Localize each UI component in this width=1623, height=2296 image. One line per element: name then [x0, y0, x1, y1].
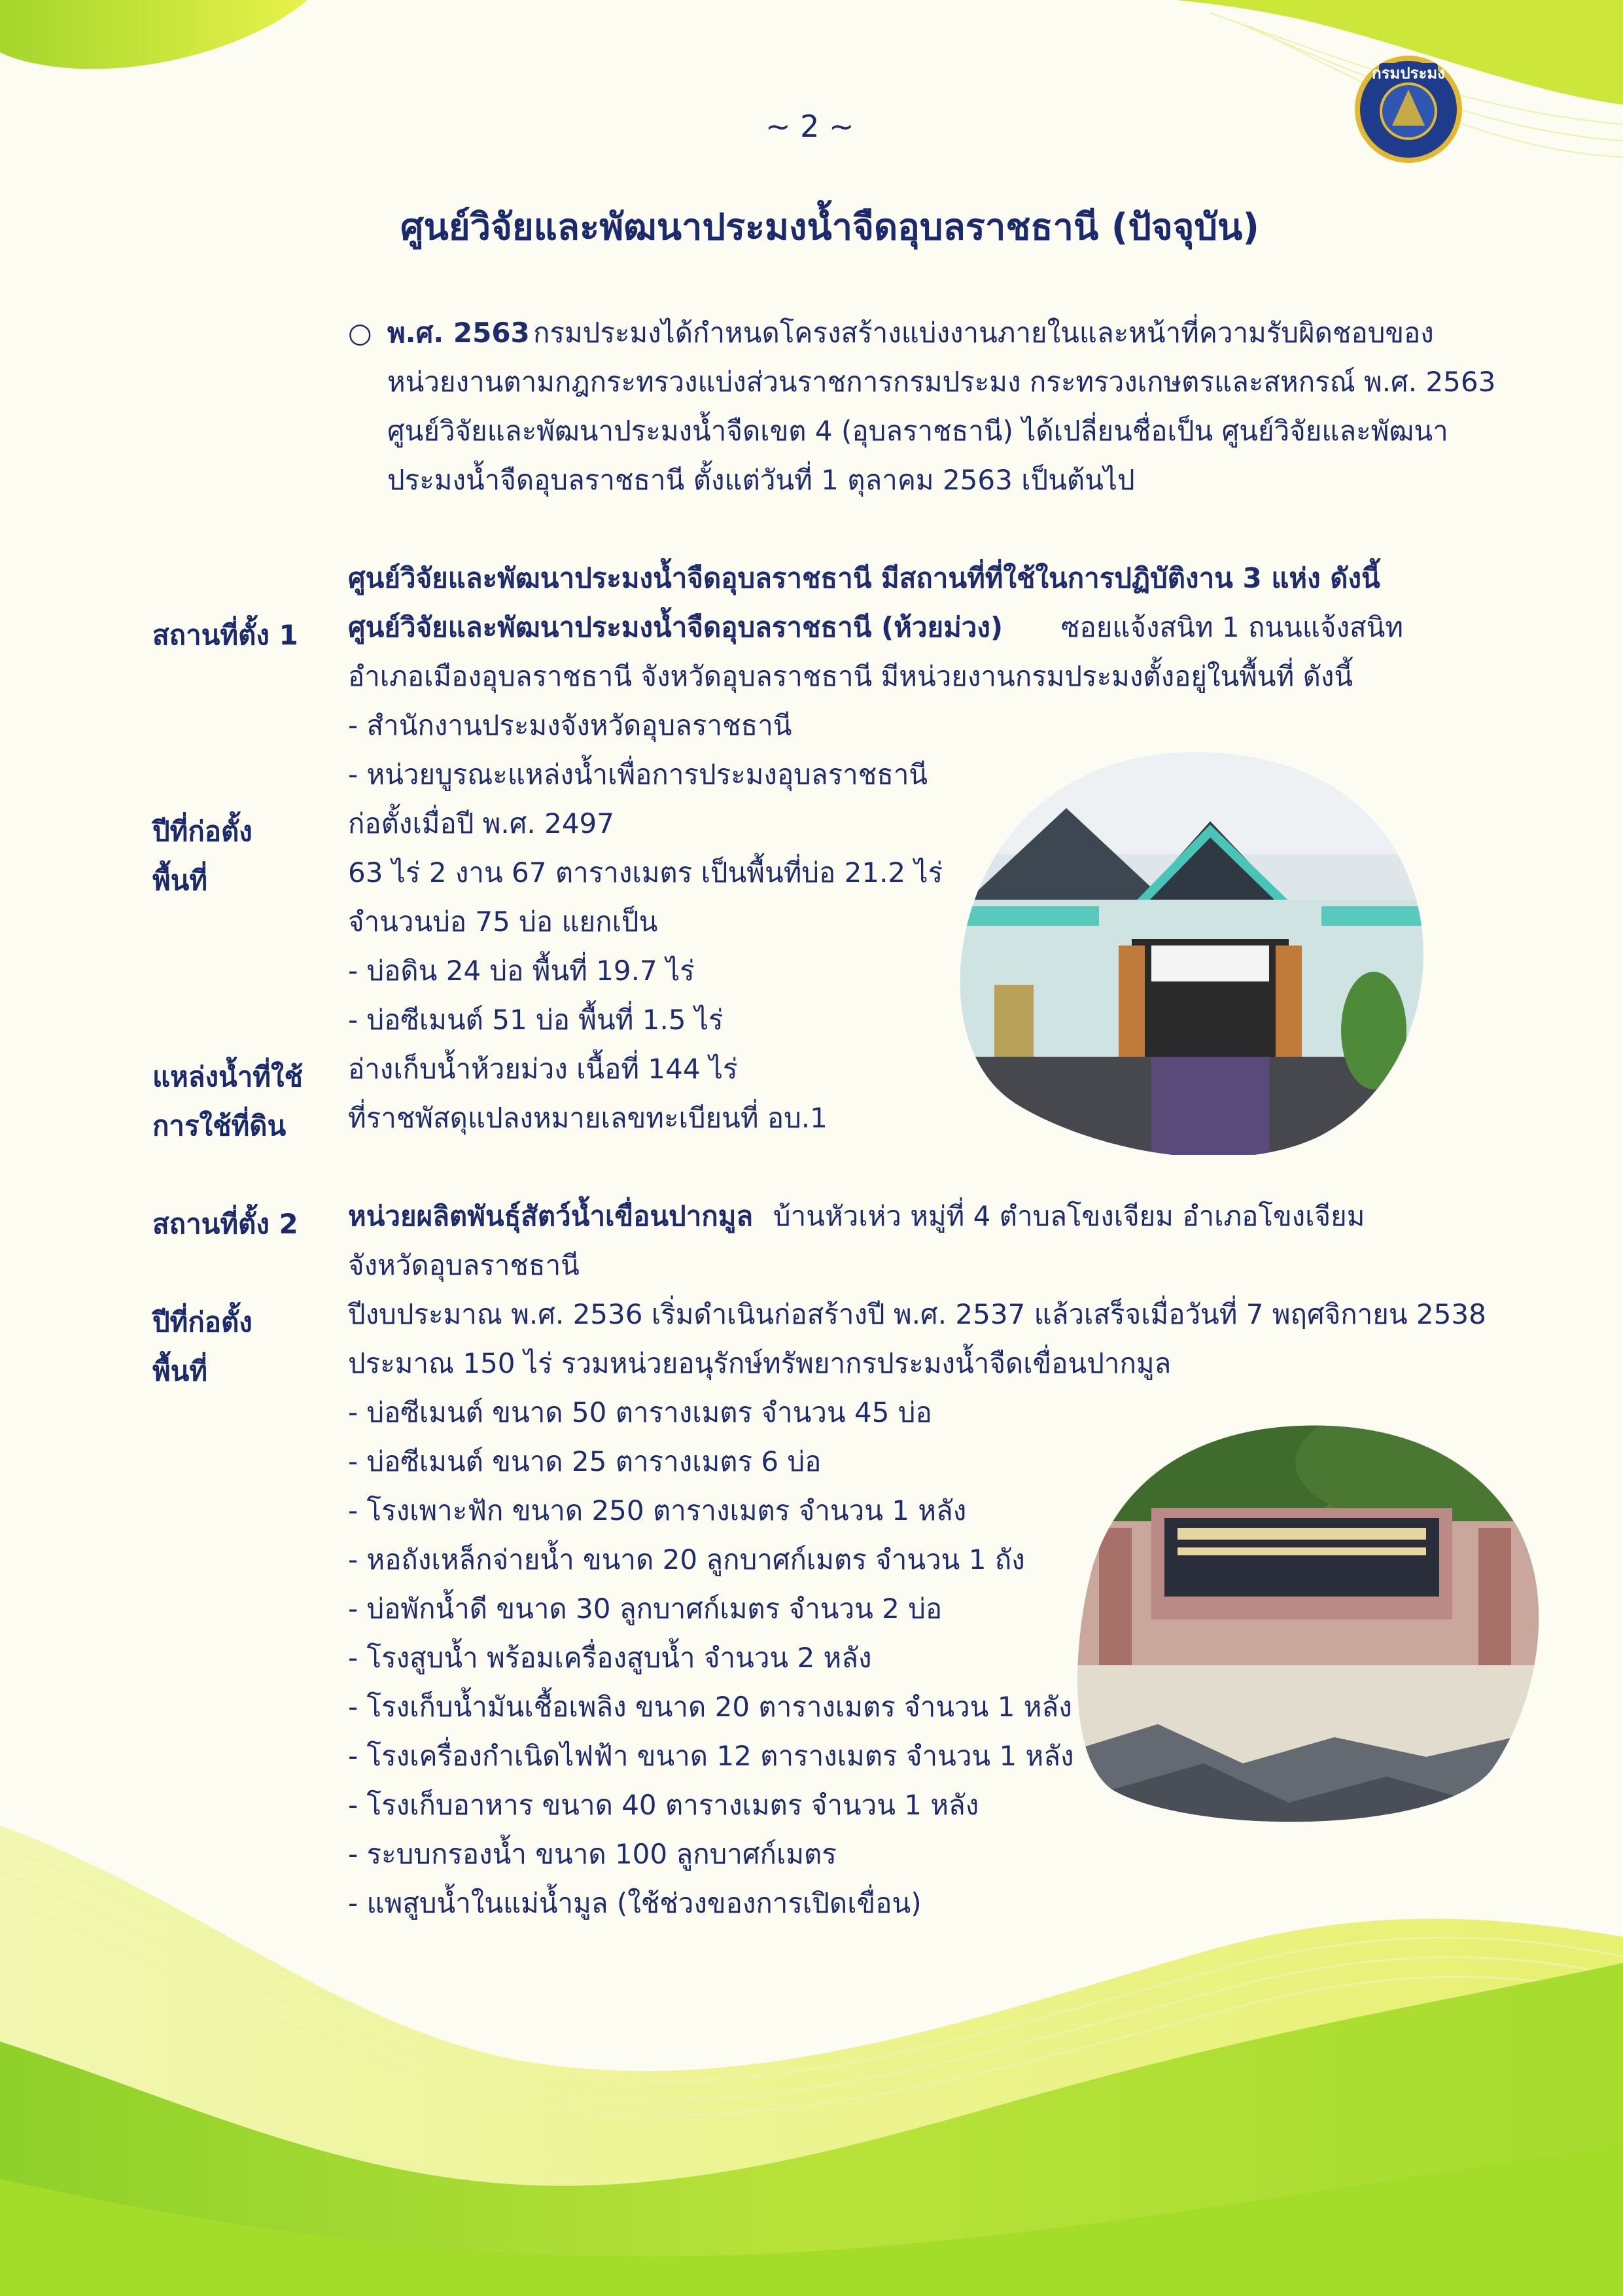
site2-facility-6: - โรงสูบน้ำ พร้อมเครื่องสูบน้ำ จำนวน 2 หลัง: [348, 1642, 872, 1674]
site2-facility-3: - โรงเพาะฟัก ขนาด 250 ตารางเมตร จำนวน 1 หลัง: [348, 1494, 967, 1527]
site2-address-2: จังหวัดอุบลราชธานี: [348, 1249, 580, 1281]
site1-address-1: ซอยแจ้งสนิท 1 ถนนแจ้งสนิท: [1061, 611, 1404, 643]
page-title: ศูนย์วิจัยและพัฒนาประมงน้ำจืดอุบลราชธานี (ปัจจุบัน): [400, 206, 1259, 249]
page-number: ~ 2 ~: [765, 109, 854, 144]
site2-facility-2: - บ่อซีเมนต์ ขนาด 25 ตารางเมตร 6 บ่อ: [348, 1445, 822, 1477]
intro-line-4: ประมงน้ำจืดอุบลราชธานี ตั้งแต่วันที่ 1 ตุลาคม 2563 เป็นต้นไป: [387, 464, 1135, 496]
site1-founded: ก่อตั้งเมื่อปี พ.ศ. 2497: [348, 807, 614, 839]
intro-bullet: ○: [348, 317, 372, 349]
site2-sign-photo: [1073, 1423, 1544, 1832]
locations-heading: ศูนย์วิจัยและพัฒนาประมงน้ำจืดอุบลราชธานี มีสถานที่ที่ใช้ในการปฏิบัติงาน 3 แห่ง ดังนี้: [348, 562, 1380, 594]
site1-building-photo: [955, 749, 1426, 1155]
site1-water-label: แหล่งน้ำที่ใช้: [152, 1061, 303, 1093]
site2-facility-7: - โรงเก็บน้ำมันเชื้อเพลิง ขนาด 20 ตารางเมตร จำนวน 1 หลัง: [348, 1691, 1072, 1723]
site1-area-line-3: - บ่อดิน 24 บ่อ พื้นที่ 19.7 ไร่: [348, 955, 695, 987]
site1-label: สถานที่ตั้ง 1: [152, 619, 298, 651]
site2-name: หน่วยผลิตพันธุ์สัตว์น้ำเขื่อนปากมูล: [348, 1200, 754, 1232]
site2-facility-8: - โรงเครื่องกำเนิดไฟฟ้า ขนาด 12 ตารางเมตร จำนวน 1 หลัง: [348, 1740, 1074, 1772]
site1-area-line-2: จำนวนบ่อ 75 บ่อ แยกเป็น: [348, 906, 658, 938]
site2-founded: ปีงบประมาณ พ.ศ. 2536 เริ่มดำเนินก่อสร้างปี พ.ศ. 2537 แล้วเสร็จเมื่อวันที่ 7 พฤศจิกายน 2538: [348, 1298, 1486, 1330]
site2-facility-1: - บ่อซีเมนต์ ขนาด 50 ตารางเมตร จำนวน 45 บ่อ: [348, 1396, 932, 1428]
intro-year: พ.ศ. 2563: [387, 317, 530, 349]
site1-founded-label: ปีที่ก่อตั้ง: [152, 815, 253, 847]
site2-area: ประมาณ 150 ไร่ รวมหน่วยอนุรักษ์ทรัพยากรประมงน้ำจืดเขื่อนปากมูล: [348, 1347, 1172, 1379]
site1-area-line-1: 63 ไร่ 2 งาน 67 ตารางเมตร เป็นพื้นที่บ่อ 21.2 ไร่: [348, 857, 943, 889]
site2-facility-9: - โรงเก็บอาหาร ขนาด 40 ตารางเมตร จำนวน 1 หลัง: [348, 1789, 979, 1821]
svg-text:กรมประมง: กรมประมง: [1372, 64, 1445, 82]
site1-land-label: การใช้ที่ดิน: [152, 1110, 287, 1142]
site1-unit-1: - สำนักงานประมงจังหวัดอุบลราชธานี: [348, 709, 792, 741]
site2-facility-11: - แพสูบน้ำในแม่น้ำมูล (ใช้ช่วงของการเปิดเขื่อน): [348, 1887, 922, 1919]
site2-facility-4: - หอถังเหล็กจ่ายน้ำ ขนาด 20 ลูกบาศก์เมตร จำนวน 1 ถัง: [348, 1544, 1025, 1576]
department-logo: [1353, 54, 1464, 165]
site1-land: ที่ราชพัสดุแปลงหมายเลขทะเบียนที่ อบ.1: [348, 1102, 828, 1134]
site2-facility-10: - ระบบกรองน้ำ ขนาด 100 ลูกบาศก์เมตร: [348, 1838, 837, 1870]
site1-name: ศูนย์วิจัยและพัฒนาประมงน้ำจืดอุบลราชธานี (ห้วยม่วง): [348, 611, 1003, 643]
intro-line-3: ศูนย์วิจัยและพัฒนาประมงน้ำจืดเขต 4 (อุบลราชธานี) ได้เปลี่ยนชื่อเป็น ศูนย์วิจัยและพัฒนา: [387, 415, 1448, 447]
site1-area-line-4: - บ่อซีเมนต์ 51 บ่อ พื้นที่ 1.5 ไร่: [348, 1004, 724, 1036]
intro-line-2: หน่วยงานตามกฎกระทรวงแบ่งส่วนราชการกรมประมง กระทรวงเกษตรและสหกรณ์ พ.ศ. 2563: [387, 366, 1496, 398]
site2-address-1: บ้านหัวเห่ว หมู่ที่ 4 ตำบลโขงเจียม อำเภอโขงเจียม: [773, 1200, 1365, 1232]
site1-area-label: พื้นที่: [152, 864, 208, 896]
site2-facility-5: - บ่อพักน้ำดี ขนาด 30 ลูกบาศก์เมตร จำนวน 2 บ่อ: [348, 1593, 943, 1625]
site1-water: อ่างเก็บน้ำห้วยม่วง เนื้อที่ 144 ไร่: [348, 1053, 738, 1085]
site1-address-2: อำเภอเมืองอุบลราชธานี จังหวัดอุบลราชธานี มีหน่วยงานกรมประมงตั้งอยู่ในพื้นที่ ดังนี้: [348, 660, 1353, 692]
intro-line-1: กรมประมงได้กำหนดโครงสร้างแบ่งงานภายในและหน้าที่ความรับผิดชอบของ: [533, 317, 1434, 349]
site1-unit-2: - หน่วยบูรณะแหล่งน้ำเพื่อการประมงอุบลราชธานี: [348, 758, 928, 790]
site2-area-label: พื้นที่: [152, 1355, 208, 1387]
site2-founded-label: ปีที่ก่อตั้ง: [152, 1306, 253, 1338]
site2-label: สถานที่ตั้ง 2: [152, 1208, 298, 1240]
